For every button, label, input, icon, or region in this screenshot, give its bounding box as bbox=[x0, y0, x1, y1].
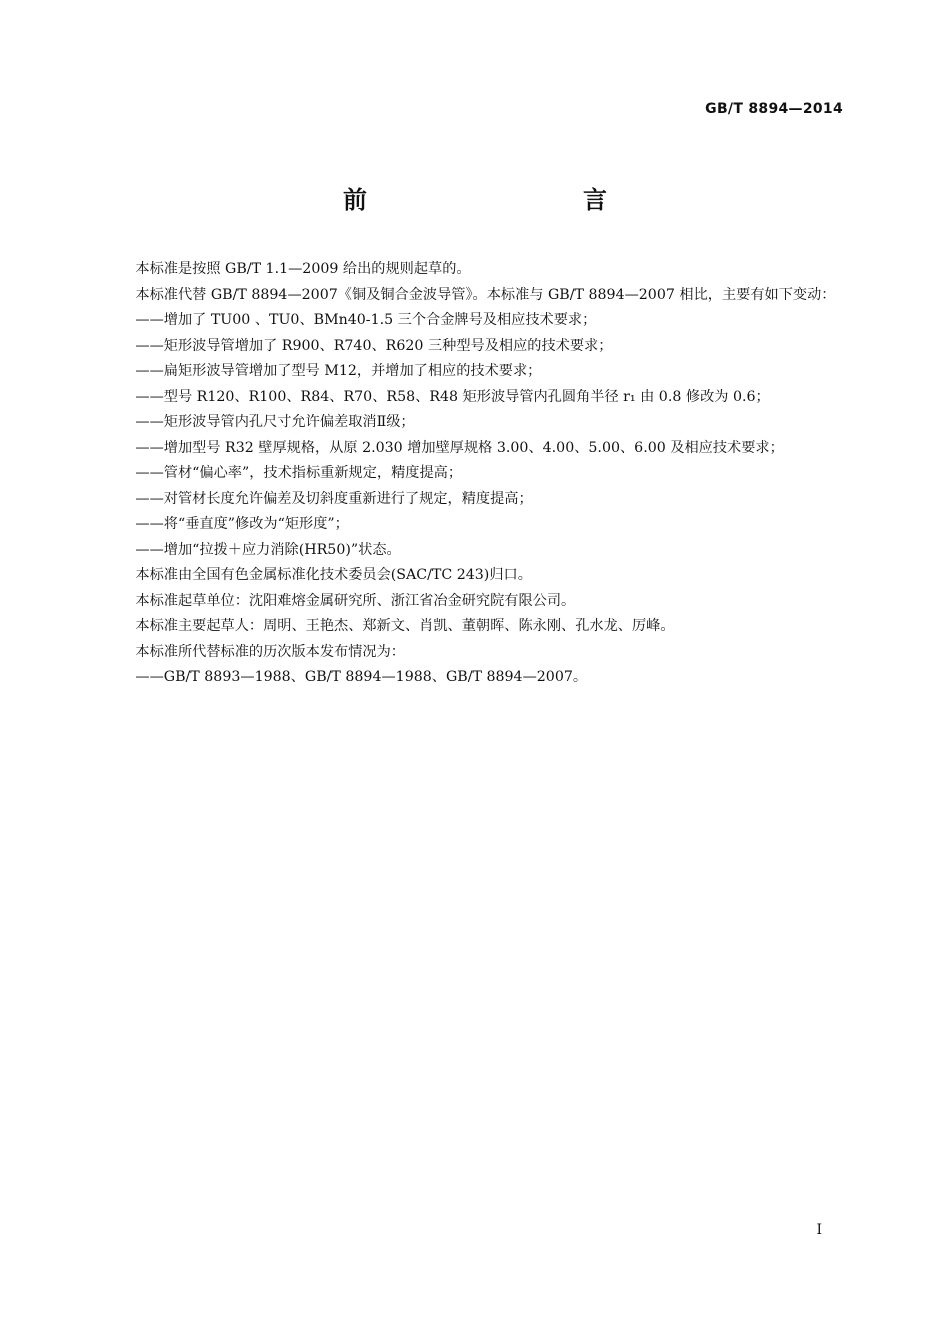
list-item-change: ——对管材长度允许偏差及切斜度重新进行了规定，精度提高； bbox=[135, 490, 533, 507]
list-item-change: ——管材“偏心率”，技术指标重新规定，精度提高； bbox=[135, 465, 463, 481]
foreword-body bbox=[107, 257, 847, 691]
list-item-change: ——型号 R120、R100、R84、R70、R58、R48 矩形波导管内孔圆角半径 r₁ 由 0.8 修改为 0.6； bbox=[135, 388, 770, 405]
list-item-change: ——将“垂直度”修改为“矩形度”； bbox=[135, 516, 349, 532]
list-item-change: ——矩形波导管内孔尺寸允许偏差取消Ⅱ级； bbox=[135, 414, 415, 430]
paragraph-drafters: 本标准主要起草人：周明、王艳杰、郑新文、肖凯、董朝晖、陈永刚、孔水龙、厉峰。 bbox=[135, 618, 675, 634]
list-item-change: ——矩形波导管增加了 R900、R740、R620 三种型号及相应的技术要求； bbox=[135, 337, 613, 354]
list-item-change: ——增加型号 R32 壁厚规格，从原 2.030 增加壁厚规格 3.00、4.00、5.00、6.00 及相应技术要求； bbox=[135, 439, 784, 456]
paragraph-drafting-units: 本标准起草单位：沈阳难熔金属研究所、浙江省冶金研究院有限公司。 bbox=[135, 592, 576, 609]
standard-code: GB/T 8894—2014 bbox=[705, 101, 843, 117]
page-title: 前 言 bbox=[343, 186, 663, 214]
list-item-change: ——增加了 TU00 、TU0、BMn40-1.5 三个合金牌号及相应技术要求； bbox=[135, 312, 597, 328]
paragraph-technical-committee: 本标准由全国有色金属标准化技术委员会(SAC/TC 243)归口。 bbox=[135, 567, 532, 583]
paragraph-drafting-rule: 本标准是按照 GB/T 1.1—2009 给出的规则起草的。 bbox=[135, 261, 471, 277]
list-item-history: ——GB/T 8893—1988、GB/T 8894—1988、GB/T 8894—2007。 bbox=[135, 669, 588, 685]
page-number: I bbox=[816, 1222, 822, 1238]
paragraph-previous-editions: 本标准所代替标准的历次版本发布情况为： bbox=[135, 643, 405, 660]
list-item-change: ——增加“拉拨＋应力消除(HR50)”状态。 bbox=[135, 541, 401, 558]
list-item-change: ——扁矩形波导管增加了型号 M12，并增加了相应的技术要求； bbox=[135, 363, 542, 379]
paragraph-replacement: 本标准代替 GB/T 8894—2007《铜及铜合金波导管》。本标准与 GB/T 8894—2007 相比，主要有如下变动： bbox=[135, 286, 836, 303]
